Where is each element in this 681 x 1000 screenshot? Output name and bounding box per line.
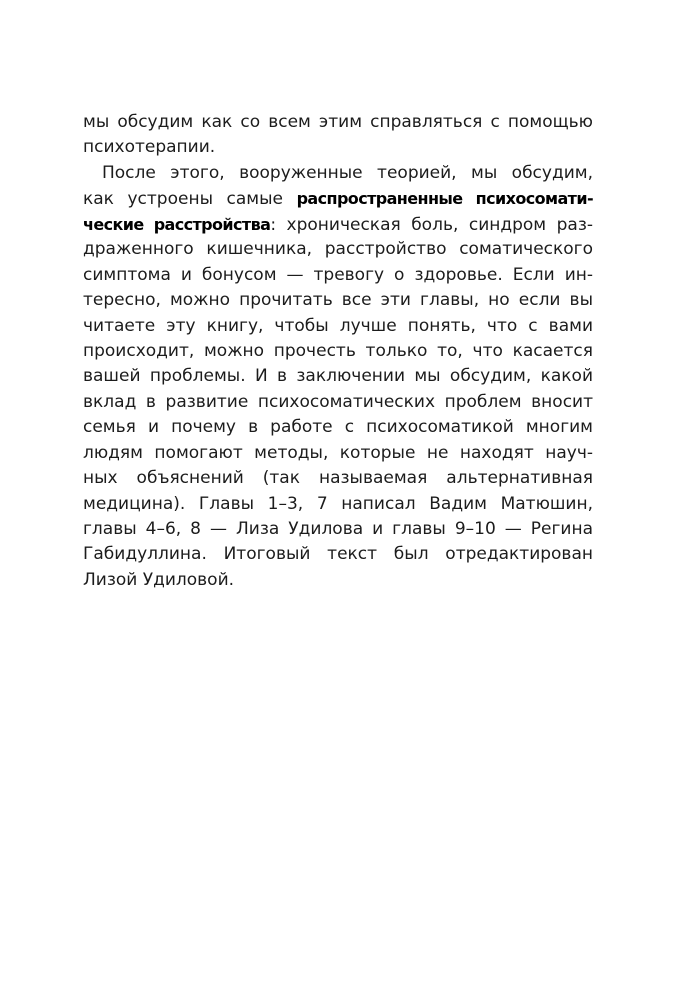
text-line — [83, 186, 593, 211]
text-line: психотерапии. — [83, 137, 216, 158]
text-line: тересно, можно прочитать все эти главы, но если вы — [83, 290, 593, 311]
text-line: драженного кишечника, расстройство соматического — [83, 239, 593, 260]
text-line: вклад в развитие психосоматических проблем вносит — [83, 391, 593, 412]
text-run: как устроены самые — [83, 189, 297, 210]
text-line: медицина). Главы 1–3, 7 написал Вадим Матюшин, — [83, 493, 593, 514]
text-line — [83, 212, 593, 237]
body-text — [83, 110, 593, 593]
text-line: людям помогают методы, которые не находят науч- — [83, 442, 593, 463]
text-line: вашей проблемы. И в заключении мы обсудим, какой — [83, 366, 593, 387]
text-line: читаете эту книгу, чтобы лучше понять, что с вами — [83, 315, 593, 336]
text-line: семья и почему в работе с психосоматикой многим — [83, 417, 593, 438]
text-line: главы 4–6, 8 — Лиза Удилова и главы 9–10 — Регина — [83, 519, 593, 539]
text-line: симптома и бонусом — тревогу о здоровье. Если ин- — [83, 264, 593, 285]
highlighted-term: ческие расстройства — [83, 214, 271, 234]
text-line: мы обсудим как со всем этим справляться с помощью — [83, 112, 593, 132]
text-line: Габидуллина. Итоговый текст был отредактирован — [83, 544, 593, 565]
text-line: Лизой Удиловой. — [83, 569, 235, 590]
text-line: ных объяснений (так называемая альтернативная — [83, 468, 593, 489]
text-line: происходит, можно прочесть только то, что касается — [83, 340, 593, 361]
highlighted-term: распространенные психосомати- — [296, 189, 593, 209]
text-run: : хроническая боль, синдром раз- — [270, 214, 593, 235]
text-line: После этого, вооруженные теорией, мы обсудим, — [102, 162, 593, 183]
